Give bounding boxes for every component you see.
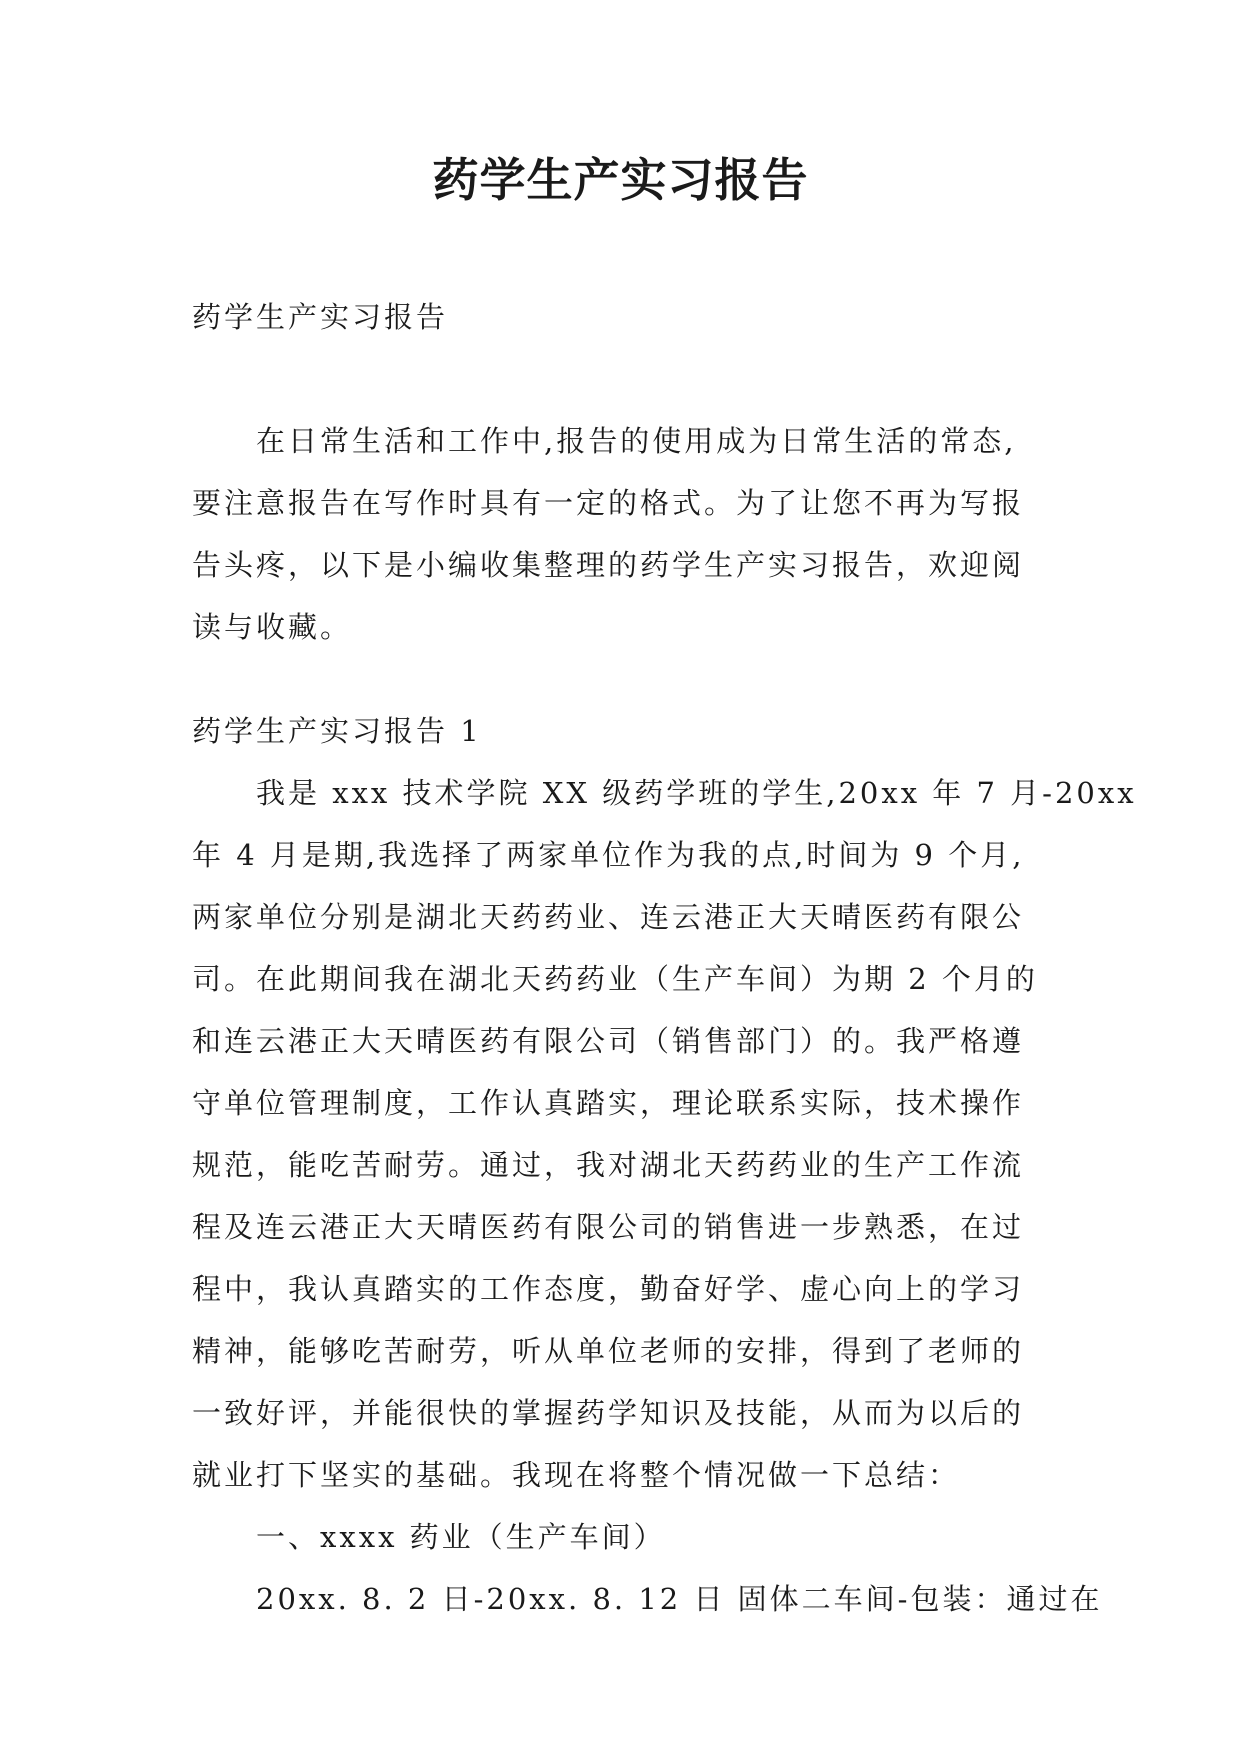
body-line: 就业打下坚实的基础。我现在将整个情况做一下总结： [192,1458,961,1492]
body-line: 一致好评，并能很快的掌握药学知识及技能，从而为以后的 [192,1396,1025,1430]
body-line: 程中，我认真踏实的工作态度，勤奋好学、虚心向上的学习 [192,1272,1025,1306]
report-heading: 药学生产实习报告 1 [192,714,482,748]
body-line: 程及连云港正大天晴医药有限公司的销售进一步熟悉，在过 [192,1210,1025,1244]
body-line: 两家单位分别是湖北天药药业、连云港正大天晴医药有限公 [192,900,1025,934]
subtitle-text: 药学生产实习报告 [192,300,449,334]
report-section [192,700,1137,1630]
body-line: 规范，能吃苦耐劳。通过，我对湖北天药药业的生产工作流 [192,1148,1025,1182]
body-line: 和连云港正大天晴医药有限公司（销售部门）的。我严格遵 [192,1024,1025,1058]
body-line: 年 4 月是期,我选择了两家单位作为我的点,时间为 9 个月, [192,838,1025,872]
intro-line: 要注意报告在写作时具有一定的格式。为了让您不再为写报 [192,486,1025,520]
document-title: 药学生产实习报告 [432,153,809,207]
body-line: 20xx. 8. 2 日-20xx. 8. 12 日 固体二车间-包装：通过在 [256,1582,1103,1616]
intro-line: 读与收藏。 [192,610,353,644]
body-line: 我是 xxx 技术学院 XX 级药学班的学生,20xx 年 7 月-20xx [256,776,1137,810]
intro-line: 在日常生活和工作中,报告的使用成为日常生活的常态, [256,424,1017,458]
body-line: 司。在此期间我在湖北天药药业（生产车间）为期 2 个月的 [192,962,1038,996]
body-line: 守单位管理制度，工作认真踏实，理论联系实际，技术操作 [192,1086,1025,1120]
intro-paragraph [192,410,1054,658]
intro-line: 告头疼，以下是小编收集整理的药学生产实习报告，欢迎阅 [192,548,1025,582]
body-line: 精神，能够吃苦耐劳，听从单位老师的安排，得到了老师的 [192,1334,1025,1368]
document-subtitle [192,286,1054,348]
section-heading: 一、xxxx 药业（生产车间） [256,1520,666,1554]
